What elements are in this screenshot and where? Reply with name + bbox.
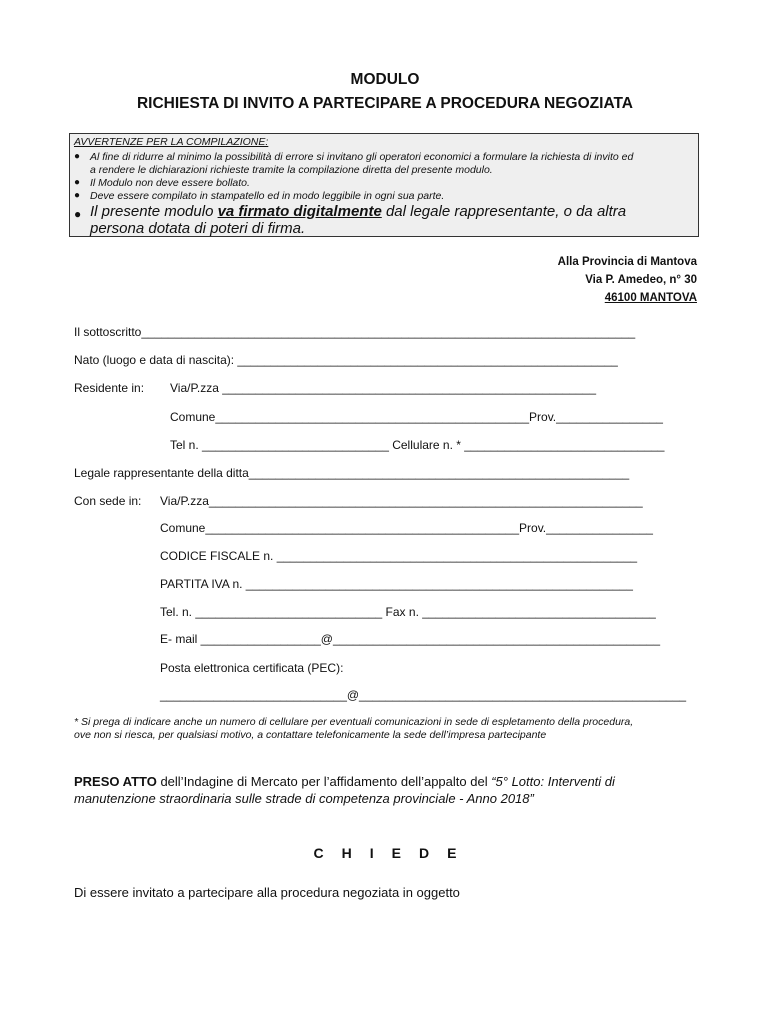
preso-atto-label: PRESO ATTO: [74, 774, 157, 789]
residenza-comune-field[interactable]: Comune_______________________________________________Prov.________________: [170, 410, 663, 424]
bullet-icon: ●: [74, 151, 81, 162]
nato-field[interactable]: Nato (luogo e data di nascita): _________________________________________________________: [74, 353, 618, 367]
notice-item-4-emphasis: va firmato digitalmente: [217, 203, 382, 220]
codice-fiscale-field[interactable]: CODICE FISCALE n. ______________________________________________________: [160, 549, 638, 563]
sede-comune-field[interactable]: Comune_______________________________________________Prov.________________: [160, 521, 653, 535]
notice-item-4: [90, 203, 626, 220]
preso-atto-paragraph: [74, 773, 699, 807]
tel-fax-field[interactable]: Tel. n. ____________________________ Fax n. ___________________________________: [160, 605, 656, 619]
residenza-tel-field[interactable]: Tel n. ____________________________ Cellulare n. * ______________________________: [170, 438, 665, 452]
notice-item-1: Al fine di ridurre al minimo la possibilità di errore si invitano gli operatori economici a formulare la richiesta di invito ed: [90, 151, 634, 163]
notice-item-4-post: dal legale rappresentante, o da altra: [381, 203, 627, 220]
email-field[interactable]: E- mail __________________@_________________________________________________: [160, 632, 660, 646]
form-title: MODULO: [350, 71, 420, 88]
notice-item-4-cont: persona dotata di poteri di firma.: [90, 220, 306, 237]
notice-item-2: Il Modulo non deve essere bollato.: [90, 177, 250, 189]
recipient-line-2: Via P. Amedeo, n° 30: [585, 274, 697, 286]
pec-label: Posta elettronica certificata (PEC):: [160, 661, 344, 675]
closing-statement: Di essere invitato a partecipare alla procedura negoziata in oggetto: [74, 885, 460, 900]
sede-via-field[interactable]: Via/P.zza_________________________________________________________________: [160, 494, 643, 508]
preso-atto-text: dell’Indagine di Mercato per l’affidamento dell’appalto del: [156, 774, 492, 789]
footnote-line-2: ove non si riesca, per qualsiasi motivo, a contattare telefonicamente la sede dell’impresa partecipante: [74, 729, 547, 741]
notice-heading: AVVERTENZE PER LA COMPILAZIONE:: [74, 136, 269, 148]
chiede-heading: CHIEDE: [313, 845, 475, 861]
notice-item-1-cont: a rendere le dichiarazioni richieste tramite la compilazione diretta del presente modulo.: [90, 164, 493, 176]
notice-item-4-pre: Il presente modulo: [90, 203, 218, 220]
residenza-via-field[interactable]: Via/P.zza ________________________________________________________: [170, 381, 596, 395]
notice-box: [69, 133, 699, 237]
bullet-icon: ●: [74, 177, 81, 188]
notice-item-3: Deve essere compilato in stampatello ed in modo leggibile in ogni sua parte.: [90, 190, 445, 202]
recipient-line-1: Alla Provincia di Mantova: [557, 256, 697, 268]
footnote-line-1: * Si prega di indicare anche un numero di cellulare per eventuali comunicazioni in sede di espletamento della procedura,: [74, 716, 634, 728]
partita-iva-field[interactable]: PARTITA IVA n. __________________________________________________________: [160, 577, 633, 591]
pec-field[interactable]: ____________________________@_________________________________________________: [160, 688, 687, 702]
recipient-line-3: 46100 MANTOVA: [604, 292, 697, 304]
residente-label: Residente in:: [74, 381, 145, 395]
bullet-icon: ●: [74, 190, 81, 201]
sottoscritto-field[interactable]: Il sottoscritto__________________________________________________________________________: [74, 325, 636, 339]
bullet-icon: ●: [74, 207, 82, 221]
form-subtitle: RICHIESTA DI INVITO A PARTECIPARE A PROCEDURA NEGOZIATA: [136, 95, 633, 112]
sede-label: Con sede in:: [74, 494, 142, 508]
legale-rappresentante-field[interactable]: Legale rappresentante della ditta_________________________________________________________: [74, 466, 630, 480]
preso-atto-lotto: “5° Lotto: Interventi di manutenzione straordinaria sulle strade di competenza provinciale - Anno 2018”: [74, 774, 615, 806]
